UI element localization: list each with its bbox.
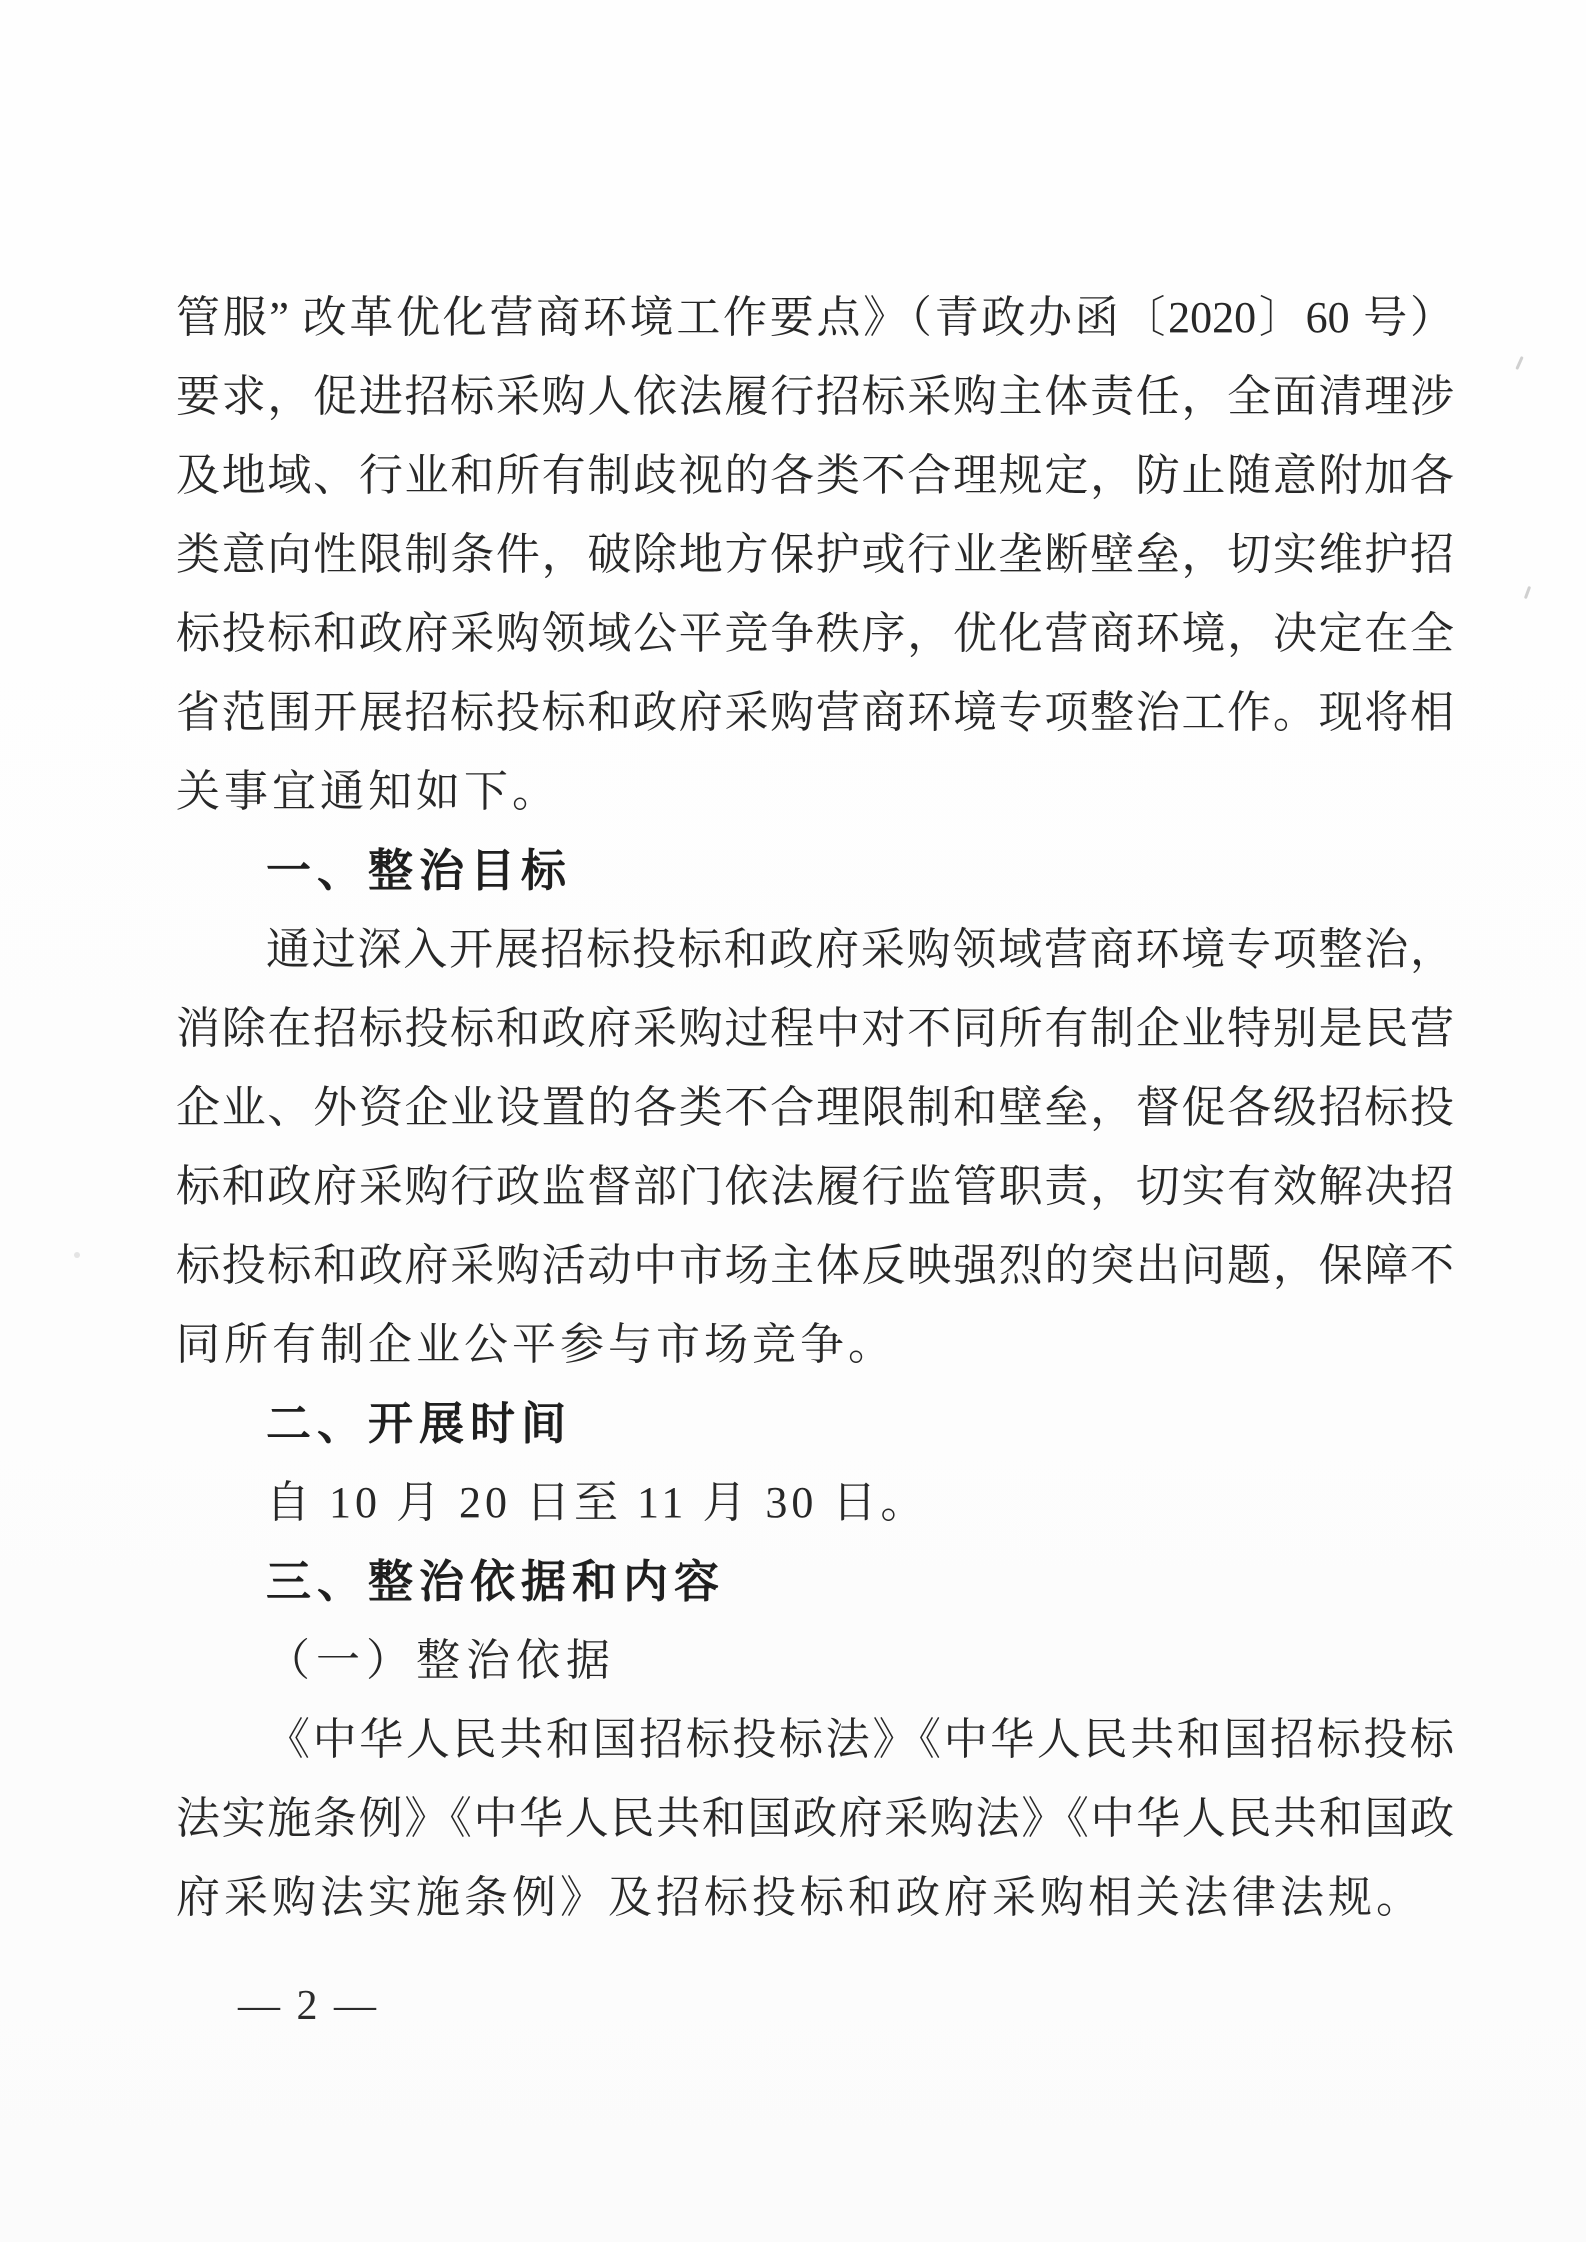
document-text-line: 法实施条例》《中华人民共和国政府采购法》《中华人民共和国政 [176, 1794, 1454, 1843]
scan-artifact [1515, 356, 1523, 370]
document-text-line: 标和政府采购行政监督部门依法履行监管职责，切实有效解决招 [176, 1162, 1454, 1211]
document-text-line: 消除在招标投标和政府采购过程中对不同所有制企业特别是民营 [176, 1004, 1454, 1053]
document-text-line-date-range: 自 10 月 20 日至 11 月 30 日。 [266, 1478, 929, 1527]
document-text-line: 管服” 改革优化营商环境工作要点》（青政办函〔2020〕60 号） [176, 293, 1454, 342]
scan-artifact [74, 1252, 80, 1258]
document-text-line: 类意向性限制条件，破除地方保护或行业垄断壁垒，切实维护招 [176, 530, 1454, 579]
document-text-line: 府采购法实施条例》及招标投标和政府采购相关法律法规。 [176, 1873, 1424, 1922]
document-text-line: 同所有制企业公平参与市场竞争。 [176, 1320, 896, 1369]
document-text-line: 《中华人民共和国招标投标法》《中华人民共和国招标投标 [266, 1715, 1454, 1764]
document-text-line: 及地域、行业和所有制歧视的各类不合理规定，防止随意附加各 [176, 451, 1454, 500]
footer-page-number: — 2 — [238, 1983, 379, 2029]
document-text-line: 关事宜通知如下。 [176, 767, 560, 816]
heading-implementation-time: 二、开展时间 [266, 1398, 573, 1449]
heading-basis-and-content: 三、整治依据和内容 [266, 1556, 726, 1607]
document-text-line: 要求，促进招标采购人依法履行招标采购主体责任，全面清理涉 [176, 372, 1454, 421]
document-text-line: 通过深入开展招标投标和政府采购领域营商环境专项整治， [266, 925, 1454, 974]
document-body [176, 278, 1454, 1937]
document-text-line: 标投标和政府采购活动中市场主体反映强烈的突出问题，保障不 [176, 1241, 1454, 1290]
scan-artifact [1524, 586, 1531, 599]
heading-rectification-goals: 一、整治目标 [266, 845, 573, 896]
document-text-line: 省范围开展招标投标和政府采购营商环境专项整治工作。现将相 [176, 688, 1454, 737]
document-text-line: 企业、外资企业设置的各类不合理限制和壁垒，督促各级招标投 [176, 1083, 1454, 1132]
document-text-line: 标投标和政府采购领域公平竞争秩序，优化营商环境，决定在全 [176, 609, 1454, 658]
subheading-rectification-basis: （一）整治依据 [266, 1636, 616, 1685]
